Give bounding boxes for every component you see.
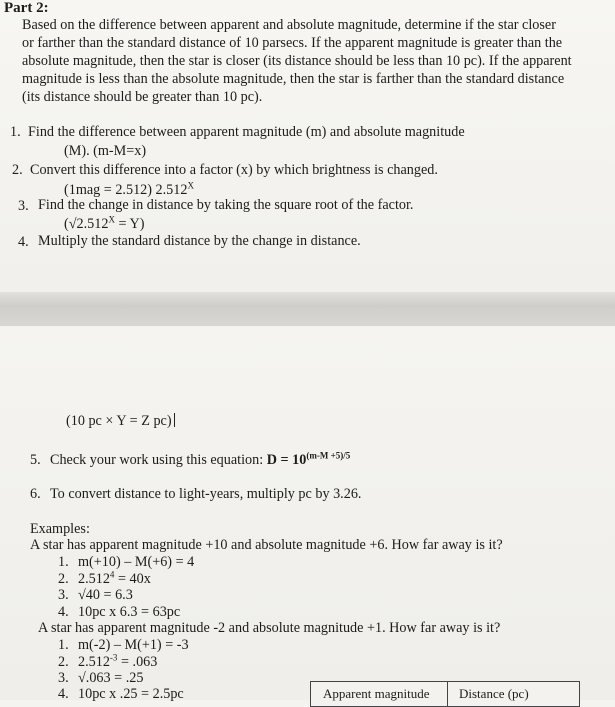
example-2-intro: A star has apparent magnitude -2 and absolute magnitude +1. How far away is it? [38,620,501,636]
example-1-line-2-exponent: 4 [109,569,115,580]
step-2-number: 2. [12,162,23,178]
step-2-sub [64,182,194,198]
intro-line-5: (its distance should be greater than 10 pc). [22,89,263,105]
example-1-line-4: 10pc x 6.3 = 63pc [78,604,181,620]
step-3-sub-post: = Y) [114,216,145,232]
example-1-line-4-number: 4. [58,604,69,620]
step-3-sub [64,216,144,232]
step-5-text: Check your work using this equation: [50,452,267,468]
example-1-line-1-number: 1. [58,554,69,570]
example-2-line-2-base: 2.512 [78,654,110,670]
step-5-equation [267,452,351,468]
step-3-sub-pre: (√2.512 [64,216,109,232]
example-1-line-3-number: 3. [58,587,69,603]
step-5-equation-base: D = 10 [266,452,307,468]
distance-formula-text: (10 pc × Y = Z pc) [66,413,172,429]
example-2-line-3: √.063 = .25 [78,670,144,686]
example-1-line-1: m(+10) – M(+6) = 4 [78,554,195,570]
step-1-text: Find the difference between apparent magnitude (m) and absolute magnitude [28,124,465,140]
example-1-intro: A star has apparent magnitude +10 and absolute magnitude +6. How far away is it? [30,537,503,553]
example-2-line-2-number: 2. [58,654,69,670]
example-1-line-2-result: = 40x [114,571,151,587]
example-1-line-2-number: 2. [58,571,69,587]
intro-line-3: absolute magnitude, then the star is closer (its distance should be less than 10 pc). If the apparent [22,53,572,69]
table-column-divider [447,682,448,706]
intro-line-4: magnitude is less than the absolute magnitude, then the star is farther than the standard distance [22,71,565,87]
step-3-text: Find the change in distance by taking the square root of the factor. [38,197,414,213]
example-2-line-4: 10pc x .25 = 2.5pc [78,686,184,702]
intro-line-2: or farther than the standard distance of 10 parsecs. If the apparent magnitude is greater than the [22,35,563,51]
step-1-number: 1. [10,124,21,140]
distance-table [310,681,580,707]
step-4-number: 4. [18,234,29,250]
example-2-line-3-number: 3. [58,670,69,686]
example-2-line-1: m(-2) – M(+1) = -3 [78,637,189,653]
text-cursor [174,413,175,427]
example-2-line-2 [78,654,157,670]
step-5-line [50,452,350,468]
step-1-sub: (M). (m-M=x) [64,143,147,159]
step-2-sub-base: (1mag = 2.512) 2.512 [64,182,188,198]
part-title: Part 2: [4,0,49,16]
example-1-line-2-base: 2.512 [78,571,110,587]
intro-line-1: Based on the difference between apparent and absolute magnitude, determine if the star closer [22,17,556,33]
step-5-number: 5. [30,452,41,468]
example-1-line-3: √40 = 6.3 [78,587,133,603]
distance-formula [66,413,175,429]
step-3-sub-exponent: X [108,214,115,225]
example-2-line-2-result: = .063 [117,654,158,670]
example-2-line-4-number: 4. [58,686,69,702]
page-gap [0,292,615,326]
step-6-text: To convert distance to light-years, multiply pc by 3.26. [50,486,362,502]
step-3-number: 3. [18,198,29,214]
examples-heading: Examples: [30,521,90,537]
example-2-line-2-exponent: -3 [109,652,118,663]
example-1-line-2 [78,571,151,587]
step-6-number: 6. [30,486,41,502]
step-2-text: Convert this difference into a factor (x) by which brightness is changed. [30,162,438,178]
step-2-sub-exponent: X [187,180,194,191]
step-4-text: Multiply the standard distance by the change in distance. [38,233,361,249]
step-5-equation-exponent: (m-M +5)/5 [306,450,351,461]
table-header-distance: Distance (pc) [459,686,529,701]
table-header-apparent-magnitude: Apparent magnitude [323,686,430,701]
example-2-line-1-number: 1. [58,637,69,653]
